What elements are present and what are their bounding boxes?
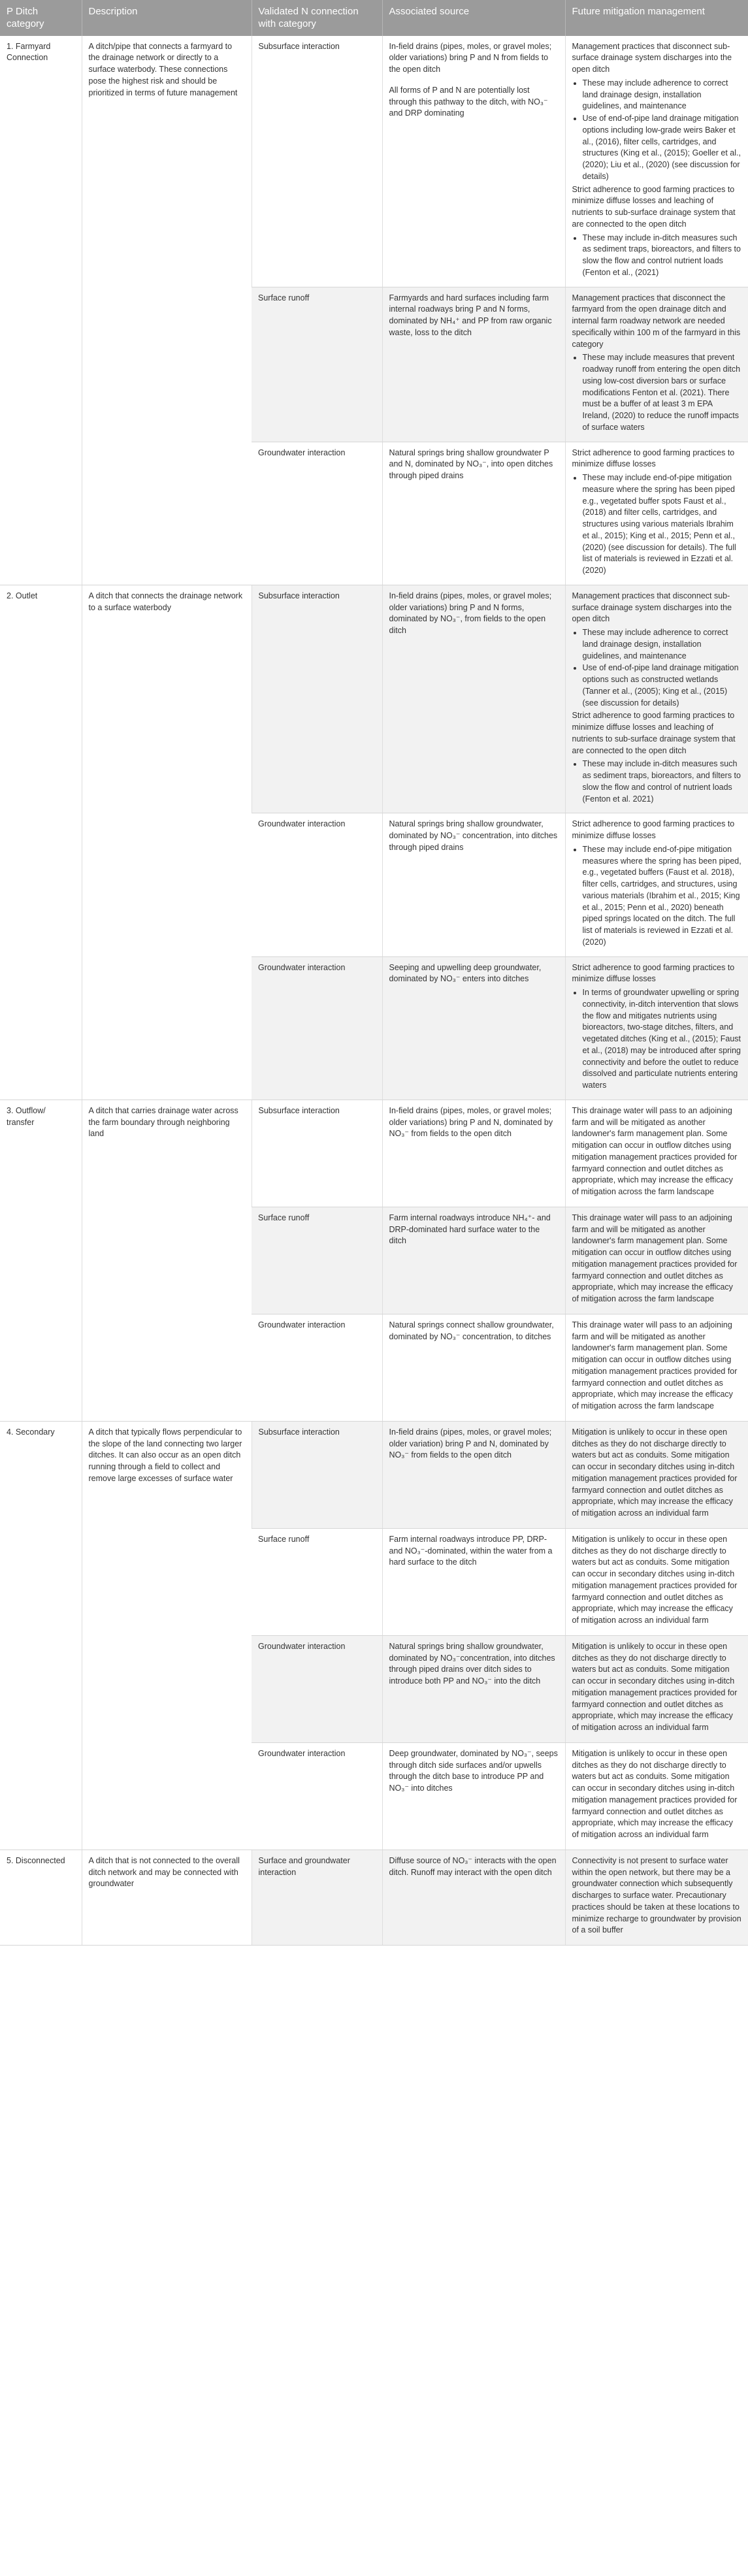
mitigation-paragraph: Strict adherence to good farming practices to minimize diffuse losses [572, 819, 735, 840]
source-paragraph: Farm internal roadways introduce PP, DRP- and NO₃⁻-dominated, within the water from a hard surface to the ditch [389, 1534, 553, 1567]
table-row [0, 1850, 748, 1945]
source-paragraph: Natural springs bring shallow groundwater P and N, dominated by NO₃⁻, into open ditches through piped drains [389, 448, 553, 480]
mitigation-list [572, 78, 742, 183]
table-body [0, 36, 748, 1946]
source-cell [382, 813, 565, 956]
source-paragraph: All forms of P and N are potentially lost through this pathway to the ditch, with NO₃⁻ and DRP dominating [389, 85, 548, 118]
mitigation-bullet: • Use of end-of-pipe land drainage mitigation options such as constructed wetlands (Tanner et al., (2005); King et al., (2015) (see discussion for details) [583, 662, 742, 709]
description-cell: A ditch/pipe that connects a farmyard to the drainage network or directly to a surface waterbody. These connections pose the highest risk and should be prioritized in terms of future management [82, 36, 252, 585]
source-cell [382, 956, 565, 1100]
connection-cell: Subsurface interaction [252, 585, 382, 813]
header-description: Description [82, 0, 252, 36]
mitigation-cell [565, 36, 748, 287]
mitigation-bullet: • These may include in-ditch measures such as sediment traps, bioreactors, and filters to slow the flow and control nutrient loads (Fenton et al., (2021) [583, 233, 742, 279]
category-cell: 4. Secondary [0, 1421, 82, 1850]
mitigation-cell [565, 1742, 748, 1850]
mitigation-list [572, 844, 742, 949]
table-row [0, 1421, 748, 1528]
mitigation-cell [565, 1207, 748, 1314]
connection-cell: Groundwater interaction [252, 1635, 382, 1742]
mitigation-bullet: • These may include adherence to correct land drainage design, installation guidelines, and maintenance [583, 627, 742, 662]
mitigation-paragraph: Strict adherence to good farming practices to minimize diffuse losses [572, 448, 735, 469]
source-cell [382, 36, 565, 287]
table-row [0, 585, 748, 813]
mitigation-paragraph: Strict adherence to good farming practices to minimize diffuse losses [572, 962, 735, 984]
mitigation-paragraph: Strict adherence to good farming practices to minimize diffuse losses and leaching of nutrients to sub-surface drainage system that are connected to the open ditch [572, 711, 736, 755]
mitigation-paragraph: This drainage water will pass to an adjoining farm and will be mitigated as another landowner's farm management plan. Some mitigation can occur in outflow ditches using mitigation management practices provided for farmyard connection and outlet ditches as appropriate, which may increase the efficacy of mitigation across the farm landscape [572, 1213, 738, 1303]
connection-cell: Groundwater interaction [252, 956, 382, 1100]
connection-cell: Subsurface interaction [252, 1100, 382, 1207]
connection-cell: Subsurface interaction [252, 1421, 382, 1528]
source-paragraph: Diffuse source of NO₃⁻ interacts with the open ditch. Runoff may interact with the open ditch [389, 1855, 557, 1877]
source-cell [382, 1314, 565, 1421]
mitigation-bullet: • These may include end-of-pipe mitigation measure where the spring has been piped e.g., vegetated buffer spots Faust et al., (2018) and filter cells, cartridges, and structures using various materials Ibrahim et al., 2015); King et al., 2015; Penn et al., (2020) (see discussion for details). The full list of materials is reviewed in Ezzati et al. (2020) [583, 472, 742, 577]
source-paragraph: In-field drains (pipes, moles, or gravel moles; older variation) bring P and N, dominated by NO₃⁻ from fields to the open ditch [389, 1427, 552, 1460]
source-paragraph: Farmyards and hard surfaces including farm internal roadways bring P and N forms, dominated by NH₄⁺ and PP from raw organic waste, loss to the ditch [389, 293, 552, 337]
mitigation-list [572, 472, 742, 577]
mitigation-paragraph: Management practices that disconnect the farmyard from the open drainage ditch and internal farm roadway network are needed specifically within 100 m of the farmyard in this category [572, 293, 741, 349]
description-cell: A ditch that is not connected to the overall ditch network and may be connected with groundwater [82, 1850, 252, 1945]
source-cell [382, 1207, 565, 1314]
mitigation-paragraph: Strict adherence to good farming practices to minimize diffuse losses and leaching of nutrients to sub-surface drainage system that are connected to the open ditch [572, 184, 736, 229]
category-cell: 2. Outlet [0, 585, 82, 1100]
header-mitigation: Future mitigation management [565, 0, 748, 36]
connection-cell: Surface runoff [252, 1528, 382, 1635]
table-row [0, 36, 748, 287]
source-cell [382, 287, 565, 442]
source-paragraph: Natural springs connect shallow groundwater, dominated by NO₃⁻ concentration, to ditches [389, 1320, 554, 1341]
connection-cell: Subsurface interaction [252, 36, 382, 287]
description-cell: A ditch that typically flows perpendicular to the slope of the land connecting two larger ditches. It can also occur as an open ditch running through a field to collect and remove large excesses of surface water [82, 1421, 252, 1850]
mitigation-paragraph: Management practices that disconnect sub-surface drainage system discharges into the open ditch [572, 41, 732, 74]
mitigation-bullet: • These may include end-of-pipe mitigation measures where the spring has been piped, e.g., vegetated buffers (Faust et al. 2018), filter cells, cartridges, and structures, using various materials (Ibrahim et al., 2015; King et al., 2015; Penn et al., 2020) beneath piped springs located on the ditch. The full list of materials is reviewed in Ezzati et al. (2020) [583, 844, 742, 949]
mitigation-cell [565, 1635, 748, 1742]
source-paragraph: Natural springs bring shallow groundwater, dominated by NO₃⁻concentration, into ditches through piped drains over ditch sides to introduce both PP and NO₃⁻ into the ditch [389, 1641, 555, 1686]
source-paragraph: In-field drains (pipes, moles, or gravel moles; older variations) bring P and N from fields to the open ditch [389, 41, 552, 74]
mitigation-cell [565, 1850, 748, 1945]
source-paragraph: Seeping and upwelling deep groundwater, dominated by NO₃⁻ enters into ditches [389, 962, 542, 984]
source-paragraph: In-field drains (pipes, moles, or gravel moles; older variations) bring P and N, dominated by NO₃⁻ from fields to the open ditch [389, 1105, 553, 1139]
mitigation-paragraph: Mitigation is unlikely to occur in these open ditches as they do not discharge directly to waters but act as conduits. Some mitigation can occur in secondary ditches using in-ditch mitigation management practices provided for farmyard connection and outlet ditches as appropriate, which may increase the efficacy of mitigation across an individual farm [572, 1748, 738, 1839]
mitigation-list [572, 987, 742, 1092]
connection-cell: Surface runoff [252, 287, 382, 442]
mitigation-cell [565, 1314, 748, 1421]
mitigation-paragraph: Mitigation is unlikely to occur in these open ditches as they do not discharge directly to waters but act as conduits. Some mitigation can occur in secondary ditches using in-ditch mitigation management practices provided for farmyard connection and outlet ditches as appropriate, which may increase the efficacy of mitigation across an individual farm [572, 1427, 738, 1518]
mitigation-paragraph: Mitigation is unlikely to occur in these open ditches as they do not discharge directly to waters but act as conduits. Some mitigation can occur in secondary ditches using in-ditch mitigation management practices provided for farmyard connection and outlet ditches as appropriate, which may increase the efficacy of mitigation across an individual farm [572, 1534, 738, 1625]
mitigation-list [572, 233, 742, 279]
mitigation-cell [565, 1421, 748, 1528]
mitigation-cell [565, 813, 748, 956]
mitigation-cell [565, 585, 748, 813]
mitigation-paragraph: Management practices that disconnect sub-surface drainage system discharges into the open ditch [572, 591, 732, 624]
mitigation-paragraph: This drainage water will pass to an adjoining farm and will be mitigated as another landowner's farm management plan. Some mitigation can occur in outflow ditches using mitigation management practices provided for farmyard connection and outlet ditches as appropriate, which may increase the efficacy of mitigation across the farm landscape [572, 1105, 738, 1196]
table-row [0, 1100, 748, 1207]
mitigation-bullet: • These may include adherence to correct land drainage design, installation guidelines, and maintenance [583, 78, 742, 112]
mitigation-cell [565, 1528, 748, 1635]
mitigation-paragraph: This drainage water will pass to an adjoining farm and will be mitigated as another landowner's farm management plan. Some mitigation can occur in outflow ditches using mitigation management practices provided for farmyard connection and outlet ditches as appropriate, which may increase the efficacy of mitigation across the farm landscape [572, 1320, 738, 1410]
connection-cell: Groundwater interaction [252, 1314, 382, 1421]
source-cell [382, 442, 565, 585]
source-cell [382, 1742, 565, 1850]
mitigation-list [572, 758, 742, 805]
table-header-row [0, 0, 748, 36]
header-category: P Ditch category [0, 0, 82, 36]
connection-cell: Groundwater interaction [252, 442, 382, 585]
category-cell: 5. Disconnected [0, 1850, 82, 1945]
mitigation-bullet: • These may include measures that prevent roadway runoff from entering the open ditch using low-cost diversion bars or surface modifications Fenton et al. (2021). There must be a buffer of at least 3 m EPA Ireland, (2020) to reduce the runoff impacts of surface waters [583, 352, 742, 433]
source-cell [382, 1850, 565, 1945]
source-cell [382, 585, 565, 813]
mitigation-list [572, 352, 742, 433]
description-cell: A ditch that connects the drainage network to a surface waterbody [82, 585, 252, 1100]
mitigation-cell [565, 442, 748, 585]
source-paragraph: In-field drains (pipes, moles, or gravel moles; older variations) bring P and N forms, dominated by NO₃⁻, from fields to the open ditch [389, 591, 552, 635]
description-cell: A ditch that carries drainage water across the farm boundary through neighboring land [82, 1100, 252, 1421]
mitigation-paragraph: Connectivity is not present to surface water within the open network, but there may be a groundwater connection which subsequently discharges to surface water. Precautionary practices should be taken at these locations to minimize recharge to groundwater by provision of a soil buffer [572, 1855, 741, 1935]
mitigation-bullet: • Use of end-of-pipe land drainage mitigation options including low-grade weirs Baker et al., (2016), filter cells, cartridges, and structures (King et al., (2015); Goeller et al., (2020); Liu et al., (2020) (see discussion for details) [583, 113, 742, 183]
source-cell [382, 1421, 565, 1528]
mitigation-bullet: • These may include in-ditch measures such as sediment traps, bioreactors, and filters to slow the flow and control of nutrient loads (Fenton et al. 2021) [583, 758, 742, 805]
header-connection: Validated N connection with category [252, 0, 382, 36]
mitigation-paragraph: Mitigation is unlikely to occur in these open ditches as they do not discharge directly to waters but act as conduits. Some mitigation can occur in secondary ditches using in-ditch mitigation management practices provided for farmyard connection and outlet ditches as appropriate, which may increase the efficacy of mitigation across an individual farm [572, 1641, 738, 1732]
mitigation-cell [565, 1100, 748, 1207]
connection-cell: Groundwater interaction [252, 1742, 382, 1850]
connection-cell: Groundwater interaction [252, 813, 382, 956]
category-cell: 3. Outflow/ transfer [0, 1100, 82, 1421]
mitigation-bullet: • In terms of groundwater upwelling or spring connectivity, in-ditch intervention that slows the flow and mitigates nutrients using bioreactors, two-stage ditches, filters, and vegetated ditches (King et al., (2015); Faust et al., (2018) may be introduced after spring connectivity and before the outlet to reduce dissolved and particulate nutrients entering waters [583, 987, 742, 1092]
source-cell [382, 1100, 565, 1207]
mitigation-list [572, 627, 742, 709]
source-paragraph: Farm internal roadways introduce NH₄⁺- and DRP-dominated hard surface water to the ditch [389, 1213, 551, 1246]
header-source: Associated source [382, 0, 565, 36]
category-cell: 1. Farmyard Connection [0, 36, 82, 585]
mitigation-cell [565, 287, 748, 442]
source-cell [382, 1528, 565, 1635]
source-cell [382, 1635, 565, 1742]
source-paragraph: Deep groundwater, dominated by NO₃⁻, seeps through ditch side surfaces and/or upwells through the ditch base to introduce PP and NO₃⁻ into ditches [389, 1748, 558, 1793]
connection-cell: Surface and groundwater interaction [252, 1850, 382, 1945]
connection-cell: Surface runoff [252, 1207, 382, 1314]
source-paragraph: Natural springs bring shallow groundwater, dominated by NO₃⁻ concentration, into ditches through piped drains [389, 819, 558, 852]
mitigation-cell [565, 956, 748, 1100]
